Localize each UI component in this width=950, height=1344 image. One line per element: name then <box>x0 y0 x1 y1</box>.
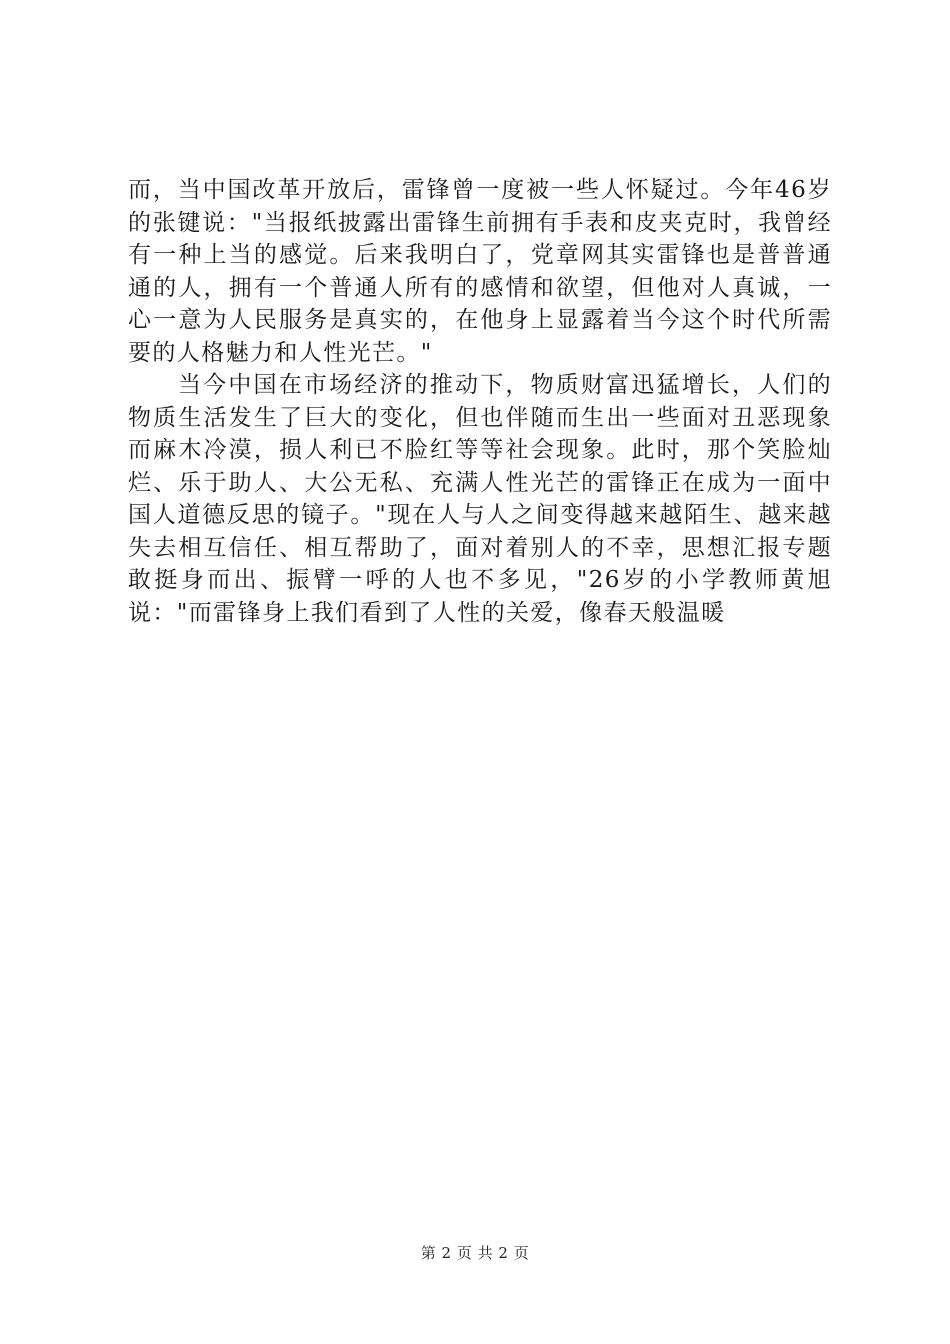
document-body <box>128 174 832 629</box>
paragraph-1: 而，当中国改革开放后，雷锋曾一度被一些人怀疑过。今年46岁的张键说："当报纸披露出雷锋生前拥有手表和皮夹克时，我曾经有一种上当的感觉。后来我明白了，党章网其实雷锋也是普普通通的人，拥有一个普通人所有的感情和欲望，但他对人真诚，一心一意为人民服务是真实的，在他身上显露着当今这个时代所需要的人格魅力和人性光芒。" <box>128 177 832 366</box>
paragraph-2: 当今中国在市场经济的推动下，物质财富迅猛增长，人们的物质生活发生了巨大的变化，但也伴随而生出一些面对丑恶现象而麻木冷漠，损人利已不脸红等等社会现象。此时，那个笑脸灿烂、乐于助人、大公无私、充满人性光芒的雷锋正在成为一面中国人道德反思的镜子。"现在人与人之间变得越来越陌生、越来越失去相互信任、相互帮助了，面对着别人的不幸，思想汇报专题敢挺身而出、振臂一呼的人也不多见，"26岁的小学教师黄旭说："而雷锋身上我们看到了人性的关爱，像春天般温暖 <box>128 372 832 626</box>
page-footer: 第 2 页 共 2 页 <box>420 1244 530 1262</box>
